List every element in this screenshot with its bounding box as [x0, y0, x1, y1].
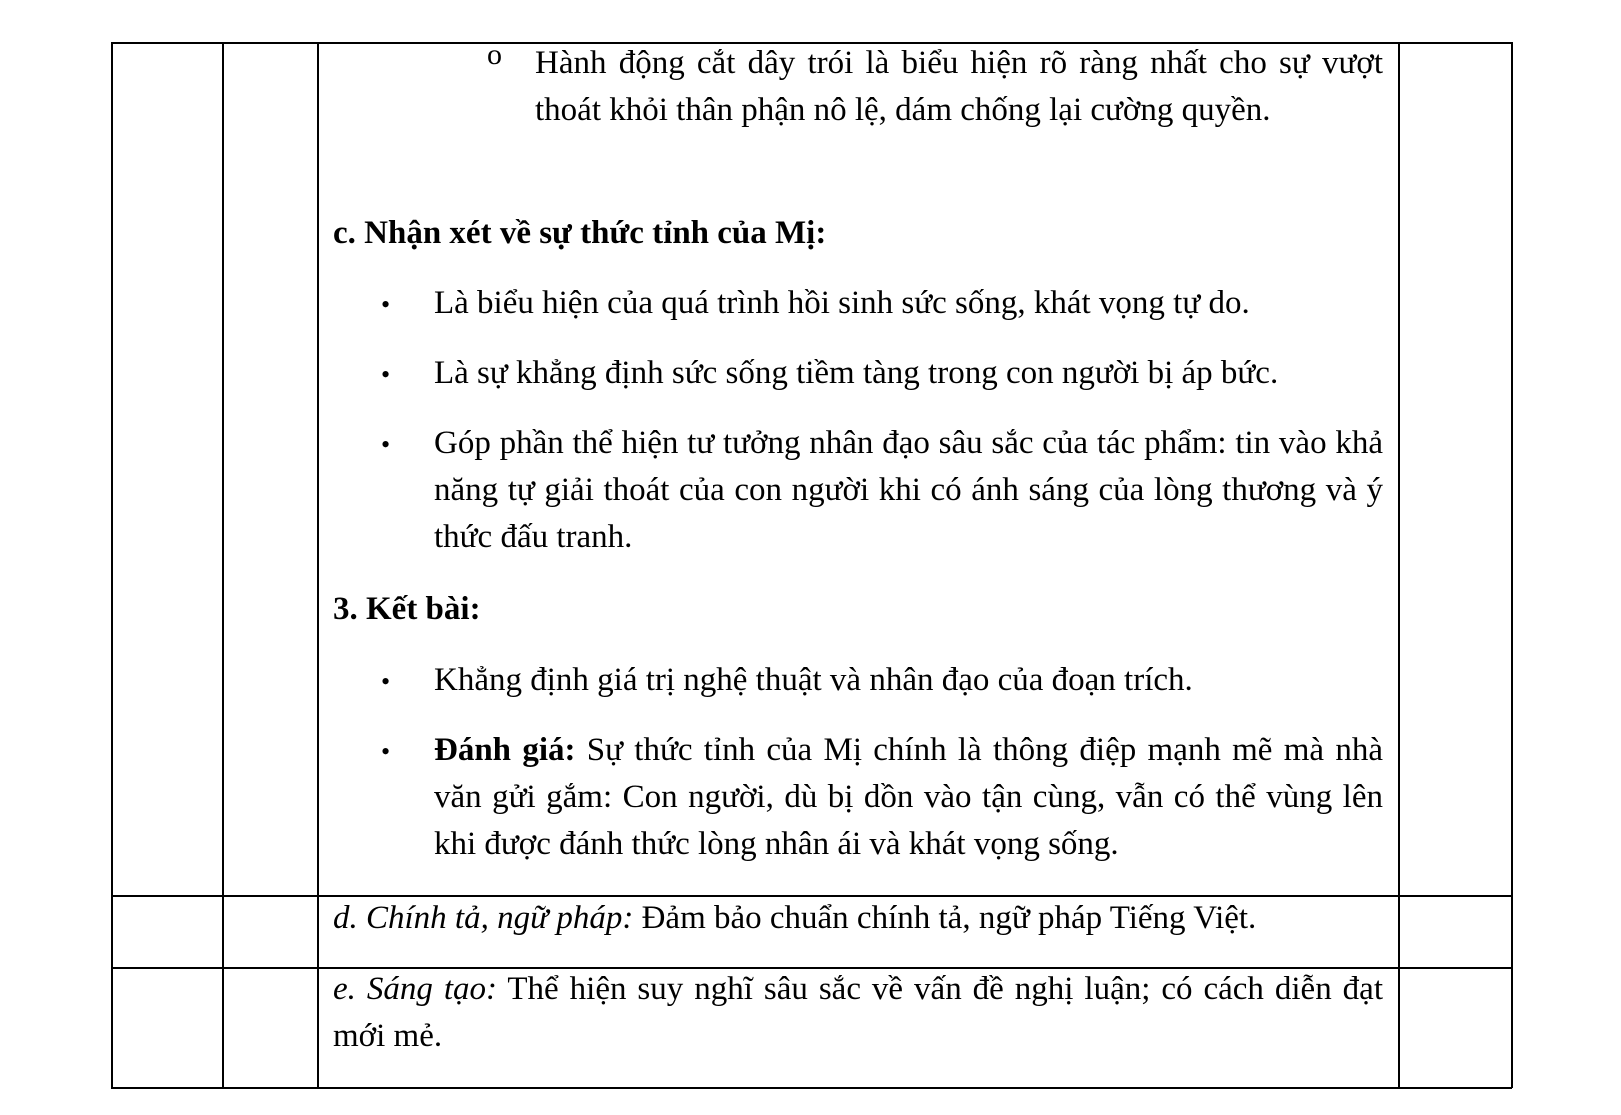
row-d-text: Đảm bảo chuẩn chính tả, ngữ pháp Tiếng Việt. [633, 900, 1257, 936]
bullet-marker: • [381, 360, 391, 389]
row-e-content [333, 966, 1383, 1060]
heading-3: 3. Kết bài: [333, 591, 481, 627]
sub-item-text: Hành động cắt dây trói là biểu hiện rõ ràng nhất cho sự vượt thoát khỏi thân phận nô lệ, dám chống lại cường quyền. [535, 45, 1383, 128]
bullet-marker: • [381, 430, 391, 459]
list-item: Là sự khẳng định sức sống tiềm tàng trong con người bị áp bức. [434, 355, 1279, 391]
table-col-divider-3 [1398, 42, 1400, 1088]
bullet-marker: • [381, 667, 391, 696]
row-d-label: d. Chính tả, ngữ pháp: [333, 900, 634, 936]
danh-gia-text: Sự thức tỉnh của Mị chính là thông điệp mạnh mẽ mà nhà văn gửi gắm: Con người, dù bị dồn vào tận cùng, vẫn có thể vùng lên khi được đánh thức lòng nhân ái và khát vọng sống. [434, 732, 1383, 862]
table-border-right [1511, 42, 1513, 1088]
row-e-text: Thể hiện suy nghĩ sâu sắc về vấn đề nghị luận; có cách diễn đạt mới mẻ. [333, 971, 1383, 1054]
heading-c: c. Nhận xét về sự thức tỉnh của Mị: [333, 215, 827, 251]
table-border-left [111, 42, 113, 1088]
list-item: Khẳng định giá trị nghệ thuật và nhân đạo của đoạn trích. [434, 662, 1193, 698]
list-item: Là biểu hiện của quá trình hồi sinh sức sống, khát vọng tự do. [434, 285, 1250, 321]
list-item: Góp phần thể hiện tư tưởng nhân đạo sâu sắc của tác phẩm: tin vào khả năng tự giải thoát của con người khi có ánh sáng của lòng thương và ý thức đấu tranh. [434, 425, 1383, 555]
sub-bullet-marker: o [487, 38, 502, 71]
row-e-label: e. Sáng tạo: [333, 971, 497, 1007]
table-border-bottom [111, 1087, 1512, 1089]
table-col-divider-2 [317, 42, 319, 1088]
danh-gia-label: Đánh giá: [434, 732, 576, 768]
bullet-marker: • [381, 290, 391, 319]
table-col-divider-1 [222, 42, 224, 1088]
list-item-danh-gia [434, 727, 1383, 868]
bullet-marker: • [381, 737, 391, 766]
row-d-content [333, 895, 1383, 942]
